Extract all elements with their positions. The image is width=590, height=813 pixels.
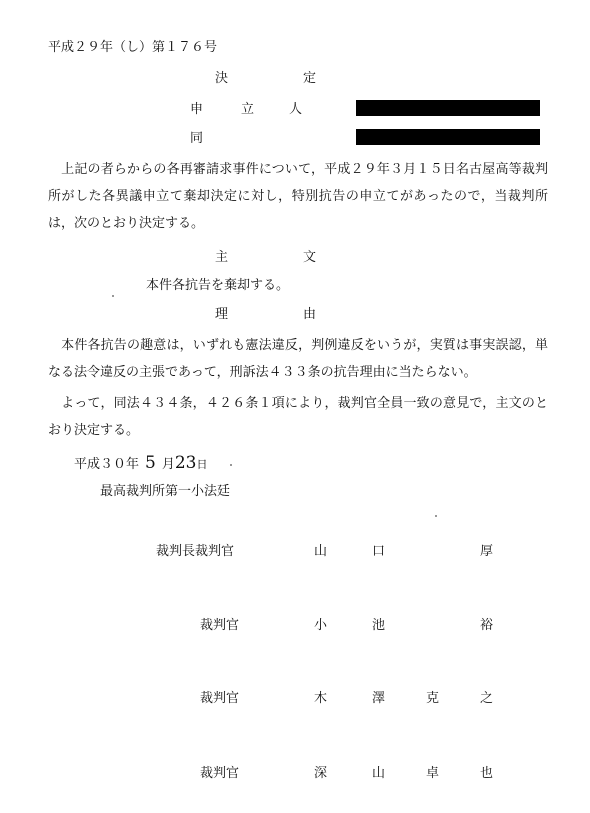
decision-date <box>74 455 208 473</box>
redacted-second-applicant-name <box>356 129 540 145</box>
judge-3-char-3: 克 <box>426 691 440 706</box>
date-day-char: 日 <box>196 458 208 471</box>
date-month-number: 5 <box>145 453 156 473</box>
judge-title-2: 裁判官 <box>200 618 240 633</box>
reason-heading-char-1: 理 <box>215 307 229 322</box>
title-char-2: 定 <box>303 71 317 86</box>
judge-2-char-2: 池 <box>372 618 386 633</box>
judge-3-char-2: 澤 <box>372 691 386 706</box>
reason-heading-char-2: 由 <box>303 307 317 322</box>
case-number: 平成２９年（し）第１７６号 <box>48 40 218 55</box>
intro-paragraph: 上記の者らからの各再審請求事件について，平成２９年３月１５日名古屋高等裁判所がした各異議申立て棄却決定に対し，特別抗告の申立てがあったので，当裁判所は，次のとおり決定する。 <box>48 162 548 231</box>
date-era-year: 平成３０年 <box>74 457 140 472</box>
title-char-1: 決 <box>215 71 229 86</box>
date-day-number: 23 <box>174 453 197 473</box>
judge-2-char-4: 裕 <box>480 618 494 633</box>
main-text: 本件各抗告を棄却する。 <box>146 278 290 293</box>
judge-2-char-1: 小 <box>314 618 328 633</box>
applicant-label-char-3: 人 <box>289 102 303 117</box>
judge-4-char-2: 山 <box>372 766 386 781</box>
scan-speck <box>112 295 114 297</box>
judge-3-char-4: 之 <box>480 691 494 706</box>
judge-3-char-1: 木 <box>314 691 328 706</box>
redacted-applicant-name <box>356 100 540 116</box>
judge-4-char-1: 深 <box>314 766 328 781</box>
main-heading-char-2: 文 <box>303 250 317 265</box>
scan-speck <box>230 464 232 466</box>
date-month-char: 月 <box>161 457 175 472</box>
judge-title-presiding: 裁判長裁判官 <box>156 544 235 559</box>
judge-1-char-2: 口 <box>372 544 386 559</box>
scan-speck <box>435 515 437 517</box>
judge-1-char-1: 山 <box>314 544 328 559</box>
judge-4-char-4: 也 <box>480 766 494 781</box>
reason-paragraph-2: よって，同法４３４条，４２６条１項により，裁判官全員一致の意見で，主文のとおり決定する。 <box>48 396 548 438</box>
judge-1-char-4: 厚 <box>480 544 494 559</box>
judge-title-4: 裁判官 <box>200 766 240 781</box>
judge-4-char-3: 卓 <box>426 766 440 781</box>
applicant-label-char-2: 立 <box>241 102 255 117</box>
applicant-label-char-1: 申 <box>190 102 204 117</box>
same-label: 同 <box>190 131 204 146</box>
main-heading-char-1: 主 <box>215 250 229 265</box>
court-name: 最高裁判所第一小法廷 <box>100 484 231 499</box>
reason-paragraph-1: 本件各抗告の趣意は，いずれも憲法違反，判例違反をいうが，実質は事実誤認，単なる法令違反の主張であって，刑訴法４３３条の抗告理由に当たらない。 <box>48 338 548 380</box>
judge-title-3: 裁判官 <box>200 691 240 706</box>
